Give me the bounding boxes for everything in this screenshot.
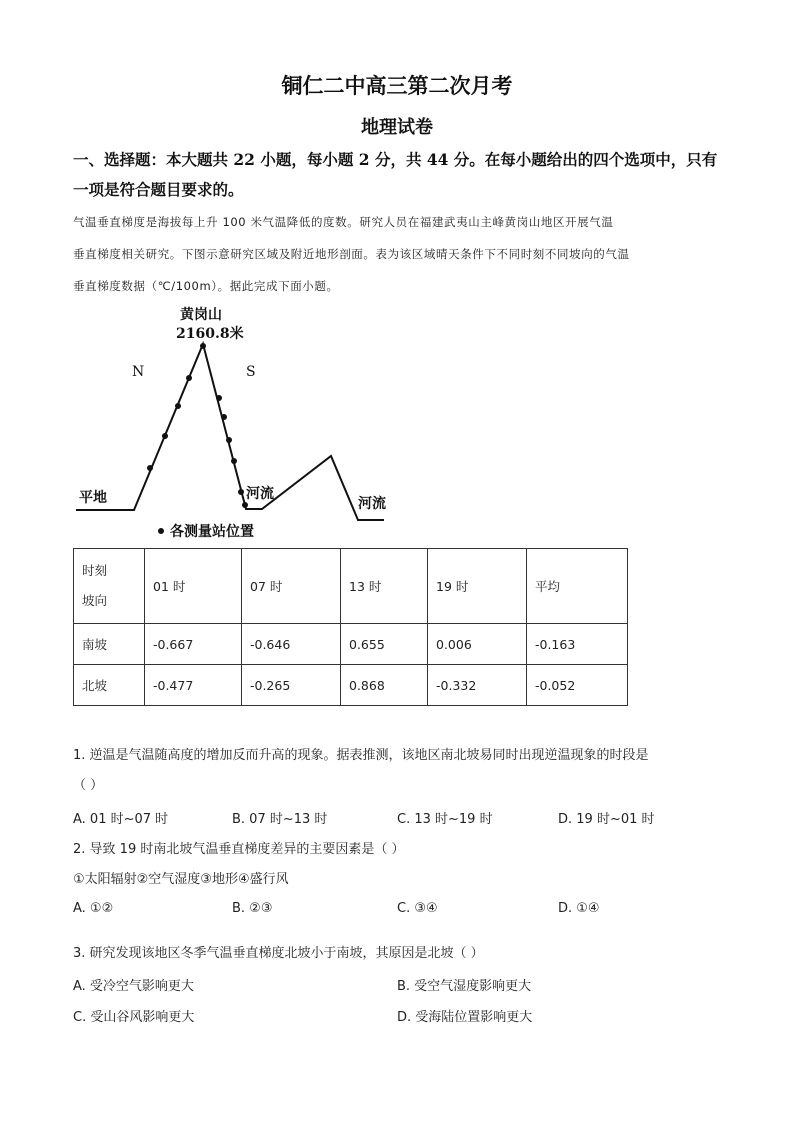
peak-name-label: 黄岗山 xyxy=(180,307,222,323)
question-3-option-c[interactable]: C. 受山谷风影响更大 xyxy=(73,1010,195,1025)
exam-title: 铜仁二中高三第二次月考 xyxy=(281,73,513,98)
table-row xyxy=(74,665,628,706)
question-2-text: 2. 导致 19 时南北坡气温垂直梯度差异的主要因素是（ ） xyxy=(73,842,405,857)
station-marker xyxy=(175,403,181,409)
row-label: 南坡 xyxy=(74,624,145,665)
question-2-option-d[interactable]: D. ①④ xyxy=(558,901,600,916)
table-header-row xyxy=(74,549,628,624)
question-1-option-d[interactable]: D. 19 时~01 时 xyxy=(558,812,655,827)
question-1-option-b[interactable]: B. 07 时~13 时 xyxy=(232,812,328,827)
column-header: 平均 xyxy=(527,549,628,624)
station-marker xyxy=(221,414,227,420)
section-heading xyxy=(73,145,723,205)
question-3-stem: 3. 研究发现该地区冬季气温垂直梯度北坡小于南坡，其原因是北坡（ ） xyxy=(73,946,484,961)
corner-bottom-label: 坡向 xyxy=(82,593,108,608)
question-3-option-b[interactable]: B. 受空气湿度影响更大 xyxy=(397,979,532,994)
table-cell: 0.006 xyxy=(428,624,527,665)
question-2-option-a[interactable]: A. ①② xyxy=(73,901,114,916)
question-2-stem xyxy=(73,839,733,891)
gradient-data-table xyxy=(73,548,628,706)
south-label: S xyxy=(246,364,256,380)
peak-height-label: 2160.8米 xyxy=(176,326,244,342)
station-marker xyxy=(216,395,222,401)
station-marker xyxy=(226,437,232,443)
station-marker xyxy=(238,489,244,495)
station-marker xyxy=(200,343,206,349)
table-corner-cell xyxy=(74,549,145,624)
column-header: 19 时 xyxy=(428,549,527,624)
station-marker xyxy=(147,465,153,471)
question-1-option-c[interactable]: C. 13 时~19 时 xyxy=(397,812,493,827)
section-heading-line-2: 一项是符合题目要求的。 xyxy=(73,180,244,199)
table-row xyxy=(74,624,628,665)
table-cell: -0.667 xyxy=(145,624,242,665)
river-label-2: 河流 xyxy=(358,496,386,512)
intro-paragraph xyxy=(73,206,723,302)
column-header: 01 时 xyxy=(145,549,242,624)
question-1-blank: （ ） xyxy=(73,778,104,793)
exam-subtitle: 地理试卷 xyxy=(361,117,433,138)
column-header: 13 时 xyxy=(341,549,428,624)
intro-line-3: 垂直梯度数据（℃/100m）。据此完成下面小题。 xyxy=(73,279,339,293)
station-marker xyxy=(162,433,168,439)
question-1-stem xyxy=(73,745,733,797)
table-cell: -0.332 xyxy=(428,665,527,706)
question-3-option-d[interactable]: D. 受海陆位置影响更大 xyxy=(397,1010,533,1025)
question-1-option-a[interactable]: A. 01 时~07 时 xyxy=(73,812,169,827)
table-cell: 0.868 xyxy=(341,665,428,706)
table-cell: -0.265 xyxy=(242,665,341,706)
table-cell: -0.052 xyxy=(527,665,628,706)
corner-top-label: 时刻 xyxy=(82,563,108,578)
row-label: 北坡 xyxy=(74,665,145,706)
legend-label: 各测量站位置 xyxy=(170,524,254,540)
legend-dot xyxy=(158,528,164,534)
table-cell: -0.163 xyxy=(527,624,628,665)
question-2-option-b[interactable]: B. ②③ xyxy=(232,901,273,916)
terrain-profile-figure xyxy=(0,300,794,550)
question-1-text: 1. 逆温是气温随高度的增加反而升高的现象。据表推测，该地区南北坡易同时出现逆温现象的时段是 xyxy=(73,748,649,763)
table-cell: -0.477 xyxy=(145,665,242,706)
north-label: N xyxy=(132,364,145,380)
terrain-profile-line xyxy=(76,344,384,520)
station-marker xyxy=(231,458,237,464)
section-heading-line-1: 一、选择题：本大题共 22 小题，每小题 2 分，共 44 分。在每小题给出的四个选项中，只有 xyxy=(73,150,718,169)
column-header: 07 时 xyxy=(242,549,341,624)
table-cell: -0.646 xyxy=(242,624,341,665)
question-3-option-a[interactable]: A. 受冷空气影响更大 xyxy=(73,979,194,994)
table-cell: 0.655 xyxy=(341,624,428,665)
station-marker xyxy=(242,502,248,508)
station-marker xyxy=(186,375,192,381)
question-2-option-c[interactable]: C. ③④ xyxy=(397,901,438,916)
intro-line-2: 垂直梯度相关研究。下图示意研究区域及附近地形剖面。表为该区域晴天条件下不同时刻不同坡向的气温 xyxy=(73,247,630,261)
intro-line-1: 气温垂直梯度是海拔每上升 100 米气温降低的度数。研究人员在福建武夷山主峰黄岗山地区开展气温 xyxy=(73,215,614,229)
river-label-1: 河流 xyxy=(246,486,274,502)
plain-label: 平地 xyxy=(79,490,107,506)
question-2-choices: ①太阳辐射②空气湿度③地形④盛行风 xyxy=(73,872,289,887)
